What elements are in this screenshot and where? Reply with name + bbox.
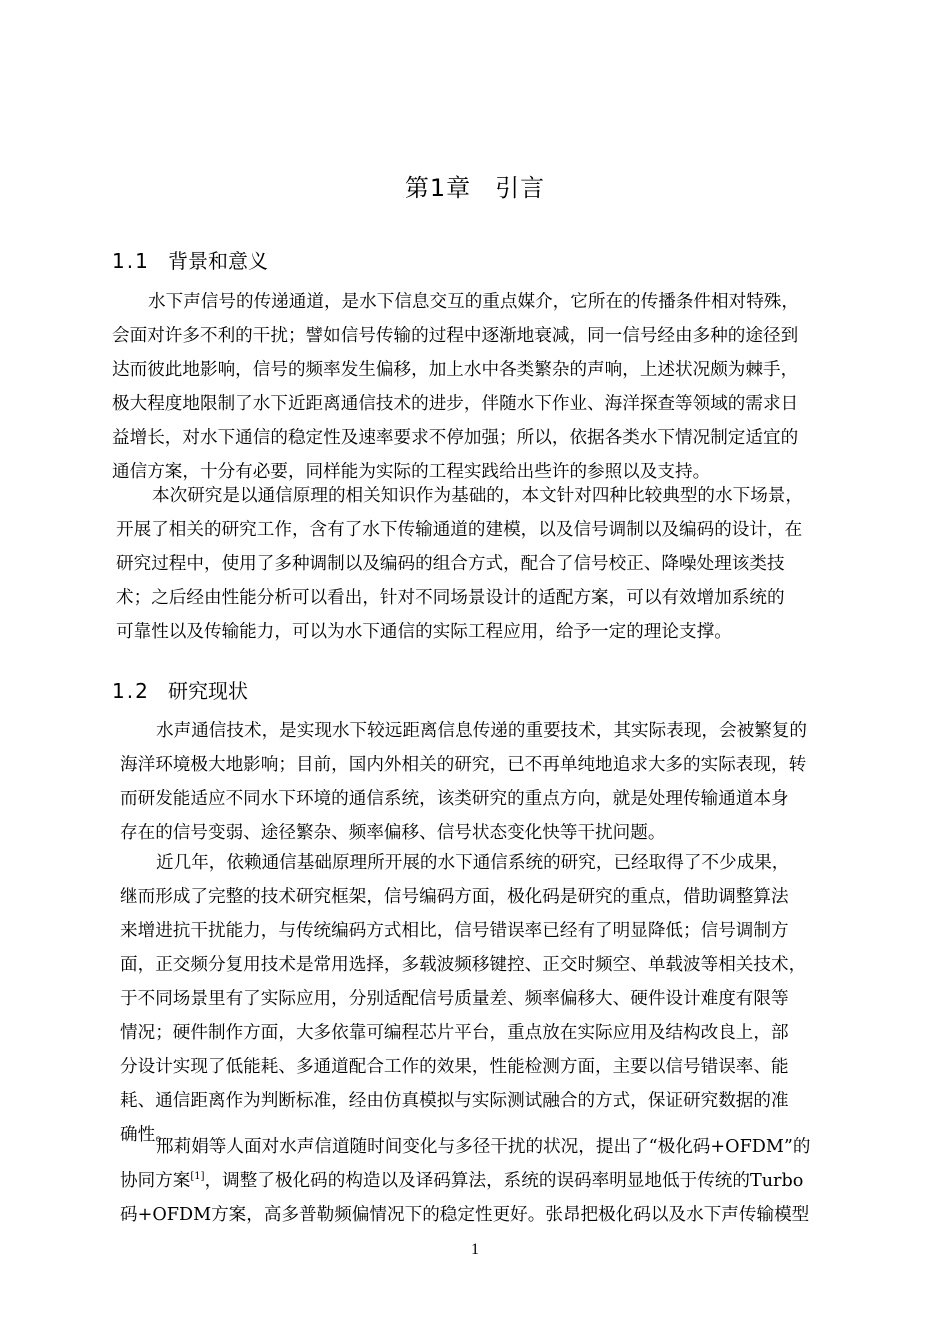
text-line: 海洋环境极大地影响；目前，国内外相关的研究，已不再单纯地追求大多的实际表现，转 — [120, 755, 807, 775]
text-line: 通信方案，十分有必要，同样能为实际的工程实践给出些许的参照以及支持。 — [112, 462, 711, 482]
text-line: 确性。 — [120, 1125, 173, 1145]
text-line: 存在的信号变弱、途径繁杂、频率偏移、信号状态变化快等干扰问题。 — [120, 823, 666, 843]
section-title: 研究现状 — [168, 679, 248, 703]
text-line: 继而形成了完整的技术研究框架，信号编码方面，极化码是研究的重点，借助调整算法 — [120, 887, 789, 907]
text-line: 水声通信技术，是实现水下较远距离信息传递的重要技术，其实际表现，会被繁复的 — [156, 721, 807, 741]
section-heading-1-1 — [112, 246, 268, 276]
text-line: 情况；硬件制作方面，大多依靠可编程芯片平台，重点放在实际应用及结构改良上，部 — [120, 1023, 789, 1043]
text-line — [120, 1164, 880, 1198]
chapter-title-text: 引言 — [495, 174, 546, 202]
text-line: 码+OFDM方案，高多普勒频偏情况下的稳定性更好。张昂把极化码以及水下声传输模型 — [120, 1205, 810, 1225]
paragraph — [120, 846, 880, 1152]
text-line: 邢莉娟等人面对水声信道随时间变化与多径干扰的状况，提出了“极化码+OFDM”的 — [156, 1137, 811, 1157]
paragraph — [112, 285, 872, 489]
chapter-title — [0, 170, 950, 206]
text-line: 会面对许多不利的干扰；譬如信号传输的过程中逐渐地衰减，同一信号经由多种的途径到 — [112, 326, 799, 346]
text-line: 分设计实现了低能耗、多通道配合工作的效果，性能检测方面，主要以信号错误率、能 — [120, 1057, 789, 1077]
section-number: 1.2 — [112, 679, 150, 703]
text-line: 本次研究是以通信原理的相关知识作为基础的，本文针对四种比较典型的水下场景， — [152, 486, 803, 506]
text-fragment: ，调整了极化码的构造以及译码算法，系统的误码率明显地低于传统的Turbo — [204, 1171, 804, 1191]
chapter-number: 第1章 — [404, 174, 472, 202]
text-line: 益增长，对水下通信的稳定性及速率要求不停加强；所以，依据各类水下情况制定适宜的 — [112, 428, 799, 448]
text-line: 达而彼此地影响，信号的频率发生偏移，加上水中各类繁杂的声响，上述状况颇为棘手， — [112, 360, 799, 380]
text-line: 来增进抗干扰能力，与传统编码方式相比，信号错误率已经有了明显降低；信号调制方 — [120, 921, 789, 941]
text-line: 面，正交频分复用技术是常用选择，多载波频移键控、正交时频空、单载波等相关技术， — [120, 955, 807, 975]
paragraph — [116, 479, 876, 649]
section-heading-1-2 — [112, 676, 248, 706]
section-number: 1.1 — [112, 249, 150, 273]
page-number: 1 — [471, 1241, 479, 1258]
text-line: 耗、通信距离作为判断标准，经由仿真模拟与实际测试融合的方式，保证研究数据的准 — [120, 1091, 789, 1111]
text-line: 近几年，依赖通信基础原理所开展的水下通信系统的研究，已经取得了不少成果， — [156, 853, 790, 873]
text-line: 于不同场景里有了实际应用，分别适配信号质量差、频率偏移大、硬件设计难度有限等 — [120, 989, 789, 1009]
paragraph — [120, 714, 880, 850]
paragraph — [120, 1130, 880, 1232]
citation-marker[interactable]: [1] — [190, 1171, 205, 1182]
text-line: 而研发能适应不同水下环境的通信系统，该类研究的重点方向，就是处理传输通道本身 — [120, 789, 789, 809]
text-line: 研究过程中，使用了多种调制以及编码的组合方式，配合了信号校正、降噪处理该类技 — [116, 554, 785, 574]
text-line: 开展了相关的研究工作，含有了水下传输通道的建模，以及信号调制以及编码的设计，在 — [116, 520, 803, 540]
text-line: 可靠性以及传输能力，可以为水下通信的实际工程应用，给予一定的理论支撑。 — [116, 622, 732, 642]
text-line: 水下声信号的传递通道，是水下信息交互的重点媒介，它所在的传播条件相对特殊， — [148, 292, 799, 312]
text-line: 术；之后经由性能分析可以看出，针对不同场景设计的适配方案，可以有效增加系统的 — [116, 588, 785, 608]
text-fragment: 协同方案 — [120, 1171, 191, 1191]
section-title: 背景和意义 — [168, 249, 268, 273]
text-line: 极大程度地限制了水下近距离通信技术的进步，伴随水下作业、海洋探查等领域的需求日 — [112, 394, 799, 414]
